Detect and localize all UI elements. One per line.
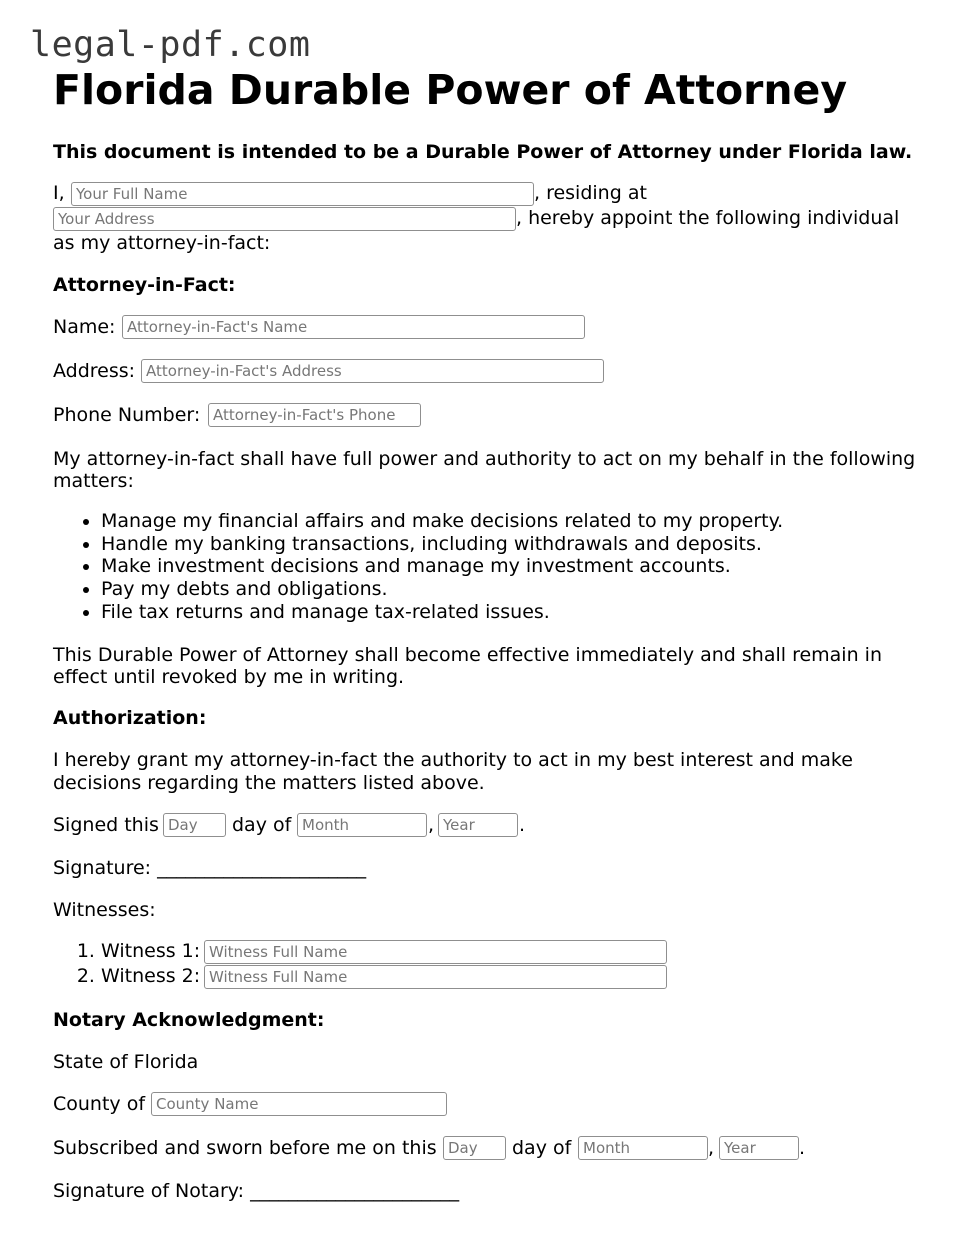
attorney-name-input[interactable] <box>122 315 585 339</box>
effective-line1: This Durable Power of Attorney shall become effective immediately and shall remain in <box>53 644 882 666</box>
authorization-line2: decisions regarding the matters listed above. <box>53 772 485 794</box>
authorization-heading: Authorization: <box>53 707 207 729</box>
attorney-phone-input[interactable] <box>208 403 421 427</box>
powers-intro-line1: My attorney-in-fact shall have full power and authority to act on my behalf in the following <box>53 448 916 470</box>
witnesses-label: Witnesses: <box>53 899 156 921</box>
signed-day-input[interactable] <box>163 813 226 837</box>
list-item: • Handle my banking transactions, including withdrawals and deposits. <box>101 533 783 556</box>
document-title: Florida Durable Power of Attorney <box>53 66 848 114</box>
list-item: • Make investment decisions and manage my investment accounts. <box>101 555 783 578</box>
notary-state: State of Florida <box>53 1051 199 1073</box>
notary-day-of: day of <box>512 1137 572 1159</box>
witness-1-label: Witness 1: <box>101 940 201 962</box>
signed-year-input[interactable] <box>438 813 518 837</box>
notary-year-input[interactable] <box>719 1136 799 1160</box>
powers-intro-line2: matters: <box>53 470 134 492</box>
principal-name-input[interactable] <box>71 182 534 206</box>
watermark: legal-pdf.com <box>30 25 311 65</box>
attorney-address-input[interactable] <box>141 359 604 383</box>
attorney-heading: Attorney-in-Fact: <box>53 274 236 296</box>
witness-2-label: Witness 2: <box>101 964 201 987</box>
notary-county-input[interactable] <box>151 1092 447 1116</box>
witness-2-input[interactable] <box>204 965 667 989</box>
notary-period: . <box>799 1137 806 1159</box>
authorization-line1: I hereby grant my attorney-in-fact the authority to act in my best interest and make <box>53 749 853 771</box>
signed-prefix: Signed this <box>53 814 159 836</box>
list-item: • File tax returns and manage tax-related issues. <box>101 601 783 624</box>
notary-signature-line: Signature of Notary: ______________________ <box>53 1180 460 1202</box>
attorney-name-label: Name: <box>53 316 116 338</box>
effective-line2: effect until revoked by me in writing. <box>53 666 405 688</box>
signed-comma: , <box>428 814 435 836</box>
residing-text: , residing at <box>534 182 647 204</box>
list-item <box>101 964 200 989</box>
notary-county-label: County of <box>53 1093 146 1115</box>
witnesses-list <box>53 939 200 988</box>
signed-day-of: day of <box>232 814 292 836</box>
principal-address-input[interactable] <box>53 207 516 231</box>
witness-1-input[interactable] <box>204 940 667 964</box>
intro-text: This document is intended to be a Durable Power of Attorney under Florida law. <box>53 141 913 163</box>
attorney-address-label: Address: <box>53 360 136 382</box>
signed-period: . <box>519 814 526 836</box>
signature-line: Signature: ______________________ <box>53 857 367 879</box>
appoint-text: , hereby appoint the following individual <box>516 207 900 229</box>
notary-comma: , <box>708 1137 715 1159</box>
list-item: • Pay my debts and obligations. <box>101 578 783 601</box>
principal-prefix: I, <box>53 182 65 204</box>
list-item <box>101 939 200 964</box>
notary-day-input[interactable] <box>443 1136 506 1160</box>
notary-sworn-prefix: Subscribed and sworn before me on this <box>53 1137 437 1159</box>
powers-list <box>53 510 783 624</box>
attorney-phone-label: Phone Number: <box>53 404 201 426</box>
list-item: • Manage my financial affairs and make decisions related to my property. <box>101 510 783 533</box>
signed-month-input[interactable] <box>297 813 427 837</box>
notary-heading: Notary Acknowledgment: <box>53 1009 325 1031</box>
appoint-cont-text: as my attorney-in-fact: <box>53 232 271 254</box>
notary-month-input[interactable] <box>578 1136 708 1160</box>
